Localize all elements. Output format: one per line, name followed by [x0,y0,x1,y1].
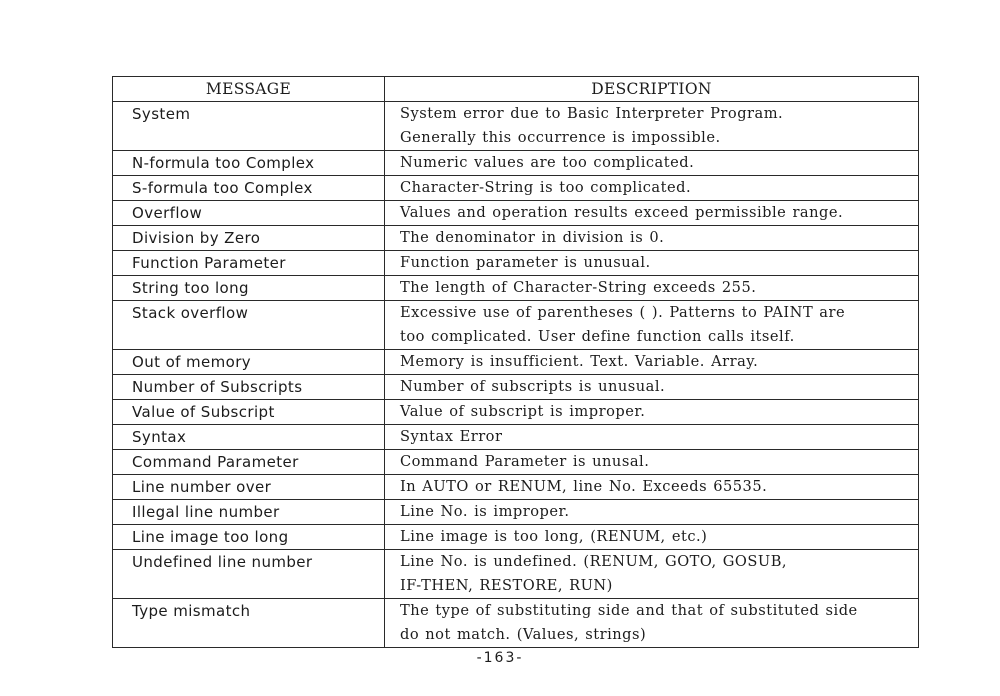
error-description-cell [385,251,919,276]
description-line: Numeric values are too complicated. [400,154,695,171]
error-message-cell: Type mismatch [113,599,385,648]
table-header-row [113,77,919,102]
description-line: Excessive use of parentheses ( ). Patterns to PAINT are [400,304,846,321]
error-message-cell: S-formula too Complex [113,176,385,201]
table-body [113,102,919,648]
error-message-table [112,76,919,648]
error-description-cell [385,350,919,375]
description-column-header: DESCRIPTION [385,77,919,102]
error-description-cell [385,176,919,201]
description-line: The denominator in division is 0. [400,229,665,246]
error-message-cell: Undefined line number [113,550,385,599]
table-row [113,350,919,375]
message-column-header: MESSAGE [113,77,385,102]
error-message-cell: Line image too long [113,525,385,550]
error-description-cell [385,276,919,301]
error-message-cell: Command Parameter [113,450,385,475]
description-line: Generally this occurrence is impossible. [400,129,721,146]
description-line: In AUTO or RENUM, line No. Exceeds 65535. [400,478,768,495]
description-line: Number of subscripts is unusual. [400,378,666,395]
description-line: Values and operation results exceed permissible range. [400,204,844,221]
description-line: do not match. (Values, strings) [400,626,647,643]
error-message-cell: Stack overflow [113,301,385,350]
description-line: Value of subscript is improper. [400,403,646,420]
error-description-cell [385,550,919,599]
table-row [113,400,919,425]
description-line: Syntax Error [400,428,503,445]
table-row [113,525,919,550]
description-line: Command Parameter is unusal. [400,453,650,470]
description-line: The type of substituting side and that of substituted side [400,602,858,619]
table-row [113,425,919,450]
table-row [113,301,919,350]
error-message-cell: Division by Zero [113,226,385,251]
error-message-cell: Value of Subscript [113,400,385,425]
table-row [113,375,919,400]
error-description-cell [385,102,919,151]
error-message-cell: Function Parameter [113,251,385,276]
description-line: System error due to Basic Interpreter Program. [400,105,784,122]
error-message-cell: Overflow [113,201,385,226]
error-message-cell: System [113,102,385,151]
error-description-cell [385,450,919,475]
table-row [113,276,919,301]
table-row [113,176,919,201]
error-message-cell: String too long [113,276,385,301]
table-row [113,251,919,276]
error-description-cell [385,151,919,176]
error-description-cell [385,301,919,350]
description-line: Memory is insufficient. Text. Variable. Array. [400,353,759,370]
error-description-cell [385,400,919,425]
description-line: IF-THEN, RESTORE, RUN) [400,577,613,594]
table-row [113,102,919,151]
error-message-cell: Out of memory [113,350,385,375]
error-description-cell [385,475,919,500]
error-description-cell [385,375,919,400]
error-message-cell: Illegal line number [113,500,385,525]
page-number: -163- [476,650,524,666]
table-row [113,450,919,475]
table-row [113,151,919,176]
error-description-cell [385,226,919,251]
table-row [113,475,919,500]
description-line: Character-String is too complicated. [400,179,692,196]
error-message-cell: N-formula too Complex [113,151,385,176]
error-description-cell [385,201,919,226]
table-row [113,550,919,599]
error-message-cell: Line number over [113,475,385,500]
error-description-cell [385,525,919,550]
description-line: too complicated. User define function calls itself. [400,328,795,345]
table-row [113,599,919,648]
description-line: Function parameter is unusual. [400,254,651,271]
description-line: Line No. is improper. [400,503,570,520]
error-description-cell [385,425,919,450]
error-message-cell: Number of Subscripts [113,375,385,400]
table-row [113,226,919,251]
description-line: Line No. is undefined. (RENUM, GOTO, GOSUB, [400,553,788,570]
description-line: The length of Character-String exceeds 255. [400,279,757,296]
error-description-cell [385,500,919,525]
error-message-cell: Syntax [113,425,385,450]
description-line: Line image is too long, (RENUM, etc.) [400,528,708,545]
table-row [113,500,919,525]
table-row [113,201,919,226]
error-description-cell [385,599,919,648]
